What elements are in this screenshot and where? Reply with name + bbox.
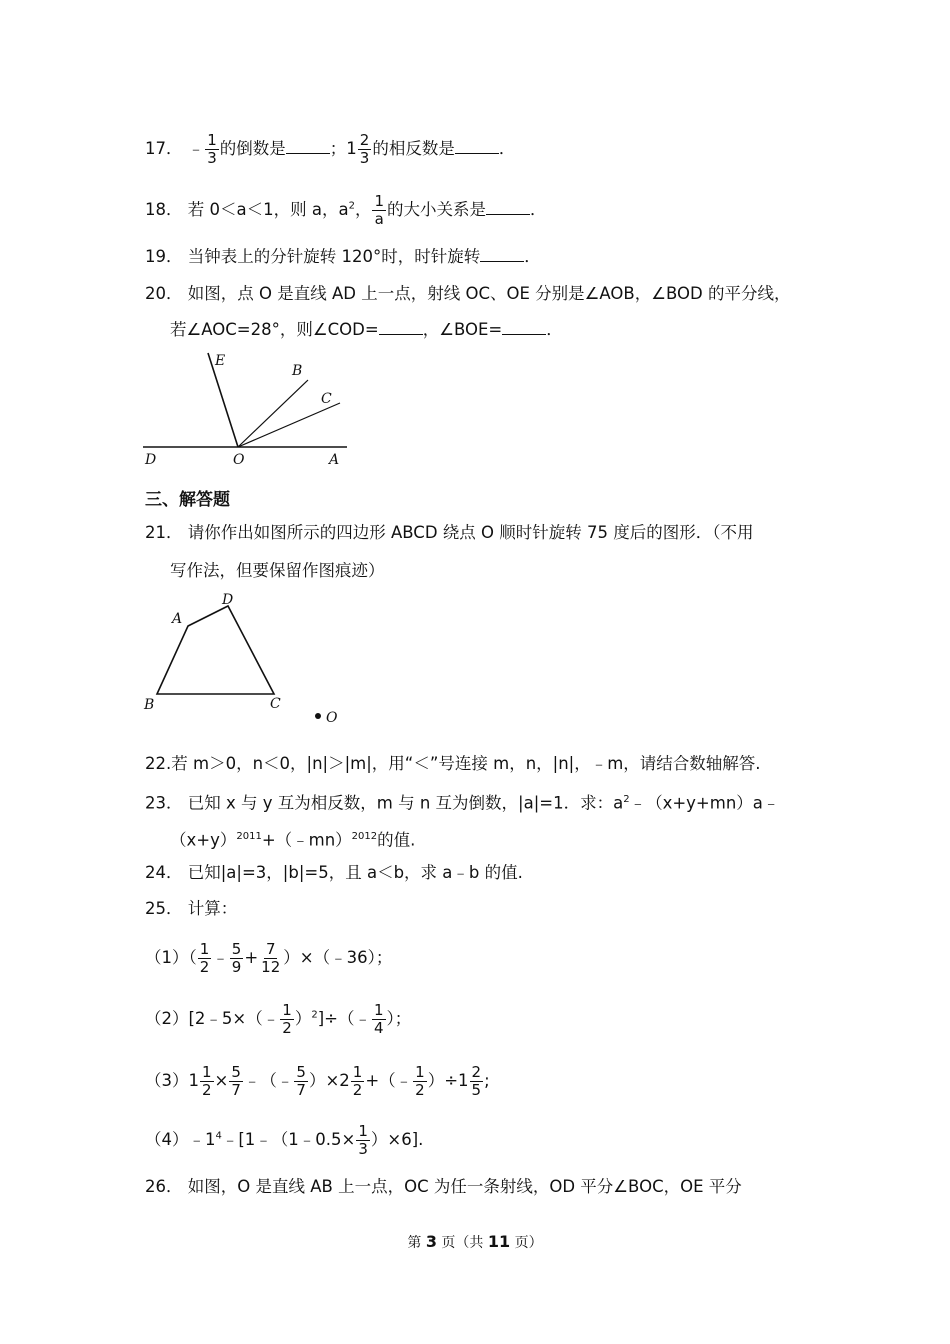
question-17: 17． ﹣ $\frac{1}{3}$ 的倒数是 ；1 $\frac{2}{3}$ 的相反数是 ． <box>145 131 516 167</box>
label-c: C <box>321 391 332 407</box>
label-e: E <box>215 353 226 369</box>
question-22: 22.若 m＞0，n＜0，|n|＞|m|，用“＜”号连接 m，n，|n|，﹣m，请结合数轴解答. <box>145 754 761 773</box>
point-o <box>315 713 321 719</box>
fraction: $\frac{1}{2}$ <box>202 1063 212 1099</box>
question-number: 25． <box>145 899 183 918</box>
question-26: 26． 如图，O 是直线 AB 上一点，OC 为任一条射线，OD 平分∠BOC，OE 平分 <box>145 1177 742 1196</box>
calc-4: $(4)﹣1^4﹣[1﹣(1﹣0.5\times$ $\frac{1}{3}$ ）×6]. <box>145 1122 424 1158</box>
label-b: B <box>292 363 303 379</box>
fraction: $\frac{1}{4}$ <box>373 1001 384 1037</box>
answer-blank <box>480 247 524 262</box>
answer-blank <box>286 139 330 154</box>
label-a: A <box>329 452 340 468</box>
question-24: 24． 已知|a|=3，|b|=5，且 a＜b，求 a﹣b 的值. <box>145 863 523 882</box>
angle-figure <box>140 345 355 470</box>
question-number: 19． <box>145 247 183 266</box>
page-number: 3 <box>425 1232 437 1251</box>
question-23-line-2: $(x+y)^{2011}+(﹣mn)^{2012}$的值. <box>170 830 416 850</box>
quadrilateral-figure <box>138 588 348 730</box>
section-heading: 三、解答题 <box>145 490 230 510</box>
question-number: 24． <box>145 863 183 882</box>
label-a: A <box>172 611 183 627</box>
question-23: 23． 已知 x 与 y 互为相反数，m 与 n 互为倒数，|a|=1．求：$a^2﹣(x+y+mn)a﹣$ <box>145 793 780 813</box>
fraction: $\frac{5}{9}$ <box>231 940 242 976</box>
question-19: 19． 当钟表上的分针旋转 120°时，时针旋转 ． <box>145 247 541 266</box>
label-b: B <box>144 697 155 713</box>
ray-ob <box>238 380 308 447</box>
fraction: $\frac{5}{7}$ <box>296 1063 306 1099</box>
fraction: $\frac{1}{2}$ <box>282 1001 292 1037</box>
question-number: 20． <box>145 284 183 303</box>
label-d: D <box>145 452 157 468</box>
calc-3: （3）1 $\frac{1}{2}$ × $\frac{5}{7}$ ﹣（﹣ $\frac{5}{7}$ ）×2 $\frac{1}{2}$ +（﹣ $\frac{1}{2}$ ）÷1 $\frac{2}{5}$ ; <box>145 1063 490 1099</box>
fraction: $\frac{1}{2}$ <box>199 940 210 976</box>
calc-2: （2）[2﹣5×（﹣ $\frac{1}{2}$ ）$^2$]÷（﹣ $\frac{1}{4}$ ）； <box>145 1001 412 1037</box>
ray-oc <box>238 403 340 447</box>
question-number: 22. <box>145 754 172 773</box>
label-o: O <box>233 452 245 468</box>
answer-blank <box>379 320 423 335</box>
fraction: $\frac{5}{7}$ <box>231 1063 241 1099</box>
fraction: $\frac{1}{a}$ <box>374 192 384 228</box>
question-25: 25． 计算： <box>145 899 238 918</box>
calc-1: （1）（ $\frac{1}{2}$ ﹣ $\frac{5}{9}$ + $\frac{7}{12}$ ）×（﹣36）； <box>145 940 393 976</box>
fraction: $\frac{2}{5}$ <box>471 1063 482 1099</box>
label-o: O <box>326 710 338 726</box>
question-number: 17． <box>145 139 183 158</box>
label-c: C <box>270 696 281 712</box>
question-number: 26． <box>145 1177 183 1196</box>
question-21-line-2: 写作法，但要保留作图痕迹） <box>170 561 385 580</box>
question-20-line-2: 若∠AOC=28°，则∠COD= ，∠BOE= ． <box>170 320 563 339</box>
question-number: 23． <box>145 793 183 813</box>
question-18: 18． 若 0＜a＜1，则 a，$a^2$， $\frac{1}{a}$ 的大小关系是 ． <box>145 192 547 228</box>
question-number: 21． <box>145 523 183 542</box>
label-d: D <box>222 592 234 608</box>
fraction: $\frac{1}{3}$ <box>358 1122 368 1158</box>
page-footer: 第 3 页（共 11 页） <box>407 1232 543 1251</box>
fraction: $\frac{2}{3}$ <box>359 131 370 167</box>
answer-blank <box>502 320 546 335</box>
page-total: 11 <box>487 1232 511 1251</box>
question-number: 18． <box>145 200 183 219</box>
fraction: $\frac{7}{12}$ <box>261 940 281 976</box>
fraction: $\frac{1}{3}$ <box>207 131 217 167</box>
fraction: $\frac{1}{2}$ <box>352 1063 363 1099</box>
fraction: $\frac{1}{2}$ <box>415 1063 425 1099</box>
answer-blank <box>486 200 530 215</box>
question-20: 20． 如图，点 O 是直线 AD 上一点，射线 OC、OE 分别是∠AOB，∠BOD 的平分线， <box>145 284 791 303</box>
answer-blank <box>455 139 499 154</box>
question-21: 21． 请你作出如图所示的四边形 ABCD 绕点 O 顺时针旋转 75 度后的图形．（不用 <box>145 523 754 542</box>
